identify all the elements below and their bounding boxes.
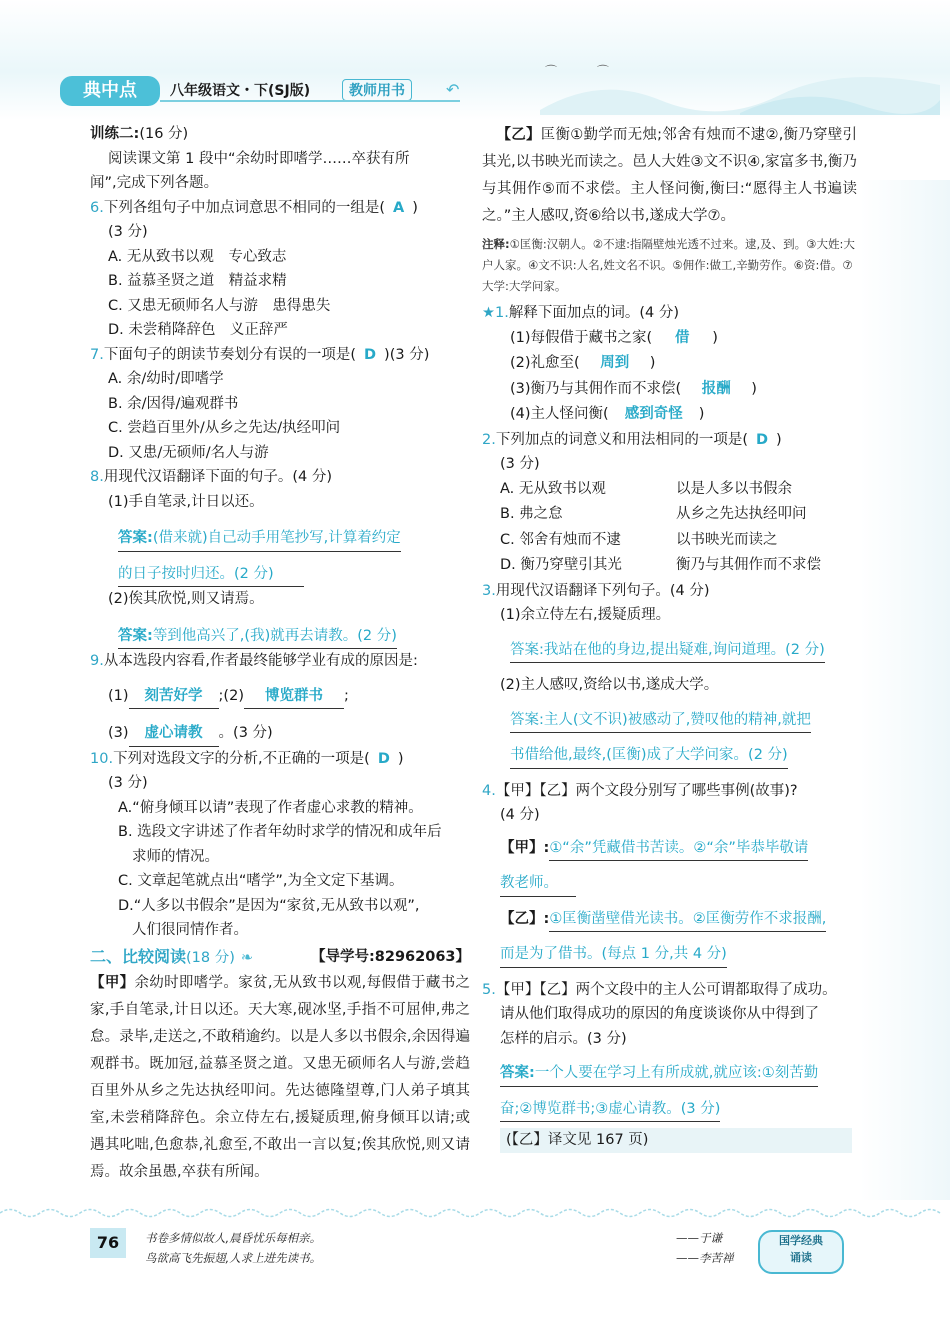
question-score: (3 分) xyxy=(500,456,540,472)
option: D. 又患/无硕师/名人与游 xyxy=(108,444,269,461)
q1-item: (2)礼愈至( 周到 ) xyxy=(510,355,656,371)
header-divider xyxy=(160,100,460,102)
answer-line: 【甲】:①“余”凭藏借书苦读。②“余”毕恭毕敬请 xyxy=(482,836,857,862)
sentence: (1)余立侍左右,援疑质理。 xyxy=(500,607,671,623)
question-text: 请从他们取得成功的原因的角度谈谈你从中得到了 xyxy=(500,1006,819,1022)
intro-line: 阅读课文第 1 段中“余幼时即嗜学……卒获有所 xyxy=(108,150,410,167)
birds-decoration: ⌒ ⌒ xyxy=(545,64,627,78)
right-column xyxy=(482,122,857,1153)
q1-item: (1)每假借于藏书之家( 借 ) xyxy=(510,329,718,346)
option: C. 文章起笔就点出“嗜学”,为全文定下基调。 xyxy=(118,873,404,889)
q2-row: D. 衡乃穿壁引其光 衡乃与其佣作而不求偿 xyxy=(500,557,821,573)
question-9: 9.从本选段内容看,作者最终能够学业有成的原因是: xyxy=(90,653,418,669)
q1-item: (3)衡乃与其佣作而不求偿( 报酬 ) xyxy=(510,380,757,397)
teacher-edition-tag: 教师用书 xyxy=(342,79,412,101)
q2-row: A. 无从致书以观 以是人多以书假余 xyxy=(500,480,792,497)
answer-line: 【乙】:①匡衡凿壁借光读书。②匡衡劳作不求报酬, xyxy=(482,907,857,933)
passage-jia: 【甲】余幼时即嗜学。家贫,无从致书以观,每假借于藏书之家,手自笔录,计日以还。天大寒,砚冰坚,手指不可屈伸,弗之怠。录毕,走送之,不敢稍逾约。以是人多以书假余,余因得遍观群书。既加冠,益慕圣贤之道。又患无硕师名人与游,尝趋百里外从乡之先达执经叩问。先达德隆望尊,门人弟子填其室,未尝稍降辞色。余立侍左右,援疑质理,俯身倾耳以请;或遇其叱咄,色愈恭,礼愈至,不敢出一言以复;俟其欣悦,则又请焉。故余虽愚,卒获有所闻。 xyxy=(90,975,471,1180)
option: B. 益慕圣贤之道 精益求精 xyxy=(108,273,287,289)
option: C. 尝趋百里外/从乡之先达/执经叩问 xyxy=(108,420,341,436)
train-score: (16 分) xyxy=(139,126,189,142)
q2-row: C. 邻舍有烛而不逮 以书映光而读之 xyxy=(500,531,778,548)
intro-line: 闻”,完成下列各题。 xyxy=(90,175,219,191)
star-icon: ★ xyxy=(482,305,495,321)
question-8: 8.用现代汉语翻译下面的句子。(4 分) xyxy=(90,469,332,485)
translation-note: (【乙】译文见 167 页) xyxy=(482,1128,857,1153)
classics-badge: 国学经典 诵读 xyxy=(758,1230,844,1274)
answer-choice: D xyxy=(756,431,769,448)
question-7: 7.下面句子的朗读节奏划分有误的一项是( D )(3 分) xyxy=(90,346,430,363)
question-score: (3 分) xyxy=(108,224,148,240)
train-title: 训练二: xyxy=(90,126,140,142)
sentence: (2)主人感叹,资给以书,遂成大学。 xyxy=(500,677,719,693)
answer-line: 答案:等到他高兴了,(我)就再去请教。(2 分) xyxy=(90,624,470,650)
q2-row: B. 弗之怠 从乡之先达执经叩问 xyxy=(500,506,807,522)
brand-logo: 典中点 xyxy=(60,76,160,106)
question-score: (3 分) xyxy=(108,775,148,791)
question-2: 2.下列加点的词意义和用法相同的一项是( D ) xyxy=(482,431,782,448)
option: A.“俯身倾耳以请”表现了作者虚心求教的精神。 xyxy=(118,799,423,816)
footer-quotes: 书卷多情似故人,晨昏忧乐每相亲。 鸟欲高飞先振翅,人求上进先读书。 xyxy=(145,1231,322,1265)
answer-choice: D xyxy=(377,750,390,767)
option: B. 选段文字讲述了作者年幼时求学的情况和成年后 xyxy=(118,824,442,840)
side-decoration xyxy=(860,180,950,1200)
book-grade: 八年级语文・下(SJ版) xyxy=(170,83,311,99)
guide-number: 【导学号:82962063】 xyxy=(310,948,470,965)
option: C. 又患无硕师名人与游 患得患失 xyxy=(108,297,331,314)
answer-line: 书借给他,最终,(匡衡)成了大学问家。(2 分) xyxy=(482,743,857,769)
left-column xyxy=(90,122,470,1186)
section-2-heading: 二、比较阅读(18 分) ❧ 【导学号:82962063】 xyxy=(90,945,470,971)
answer-line: 奋;②博览群书;③虚心请教。(3 分) xyxy=(482,1097,857,1123)
leaf-icon: ❧ xyxy=(240,949,254,966)
question-text: 怎样的启示。(3 分) xyxy=(500,1030,627,1047)
answer-line: 答案:主人(文不识)被感动了,赞叹他的精神,就把 xyxy=(482,708,857,734)
annotations: 注释:①匡衡:汉朝人。②不逮:指隔壁烛光透不过来。逮,及、到。③大姓:大户人家。④文不识:人名,姓文名不识。⑤佣作:做工,辛勤劳作。⑥资:借。⑦大学:大学问家。 xyxy=(482,237,855,293)
sentence: (1)手自笔录,计日以还。 xyxy=(108,493,264,510)
wave-divider xyxy=(0,1206,950,1220)
question-4: 4.【甲】【乙】两个文段分别写了哪些事例(故事)? xyxy=(482,782,798,799)
page-header xyxy=(0,0,950,120)
question-1: ★1.解释下面加点的词。(4 分) xyxy=(482,305,679,321)
question-10: 10.下列对选段文字的分析,不正确的一项是( D ) xyxy=(90,750,404,767)
option: B. 余/因得/遍观群书 xyxy=(108,395,239,412)
answer-line: 的日子按时归还。(2 分) xyxy=(90,562,470,588)
answer-line: 答案:一个人要在学习上有所成就,就应该:①刻苦勤 xyxy=(482,1061,857,1087)
answer-choice: A xyxy=(393,199,405,216)
option: 人们很同情作者。 xyxy=(132,922,248,938)
question-3: 3.用现代汉语翻译下列句子。(4 分) xyxy=(482,582,710,599)
passage-yi: 【乙】匡衡①勤学而无烛;邻舍有烛而不逮②,衡乃穿壁引其光,以书映光而读之。邑人大姓③文不识④,家富多书,衡乃与其佣作⑤而不求偿。主人怪问衡,衡曰:“愿得主人书遍读之。”主人感叹,资⑥给以书,遂成大学⑦。 xyxy=(482,127,858,224)
question-5: 5.【甲】【乙】两个文段中的主人公可谓都取得了成功。 xyxy=(482,981,837,998)
option: A. 无从致书以观 专心致志 xyxy=(108,248,287,265)
answer-line: 而是为了借书。(每点 1 分,共 4 分) xyxy=(482,942,857,968)
undo-arrow-icon: ↶ xyxy=(446,80,460,99)
sentence: (2)俟其欣悦,则又请焉。 xyxy=(108,591,264,607)
answer-line: 答案:(借来就)自己动手用笔抄写,计算着约定 xyxy=(90,526,470,552)
answer-line: 答案:我站在他的身边,提出疑难,询问道理。(2 分) xyxy=(482,638,857,664)
option: A. 余/幼时/即嗜学 xyxy=(108,371,224,387)
answer-line: 教老师。 xyxy=(482,871,857,897)
option: D.“人多以书假余”是因为“家贫,无从致书以观”, xyxy=(118,897,420,914)
option: 求师的情况。 xyxy=(132,848,219,865)
blanks-row: (1) 刻苦好学 ;(2) 博览群书 ; xyxy=(90,684,470,710)
blanks-row: (3) 虚心请教 。(3 分) xyxy=(90,721,470,747)
question-6: 6.下列各组句子中加点词意思不相同的一组是( A ) xyxy=(90,199,418,216)
answer-choice: D xyxy=(364,346,377,363)
question-score: (4 分) xyxy=(500,807,540,823)
option: D. 未尝稍降辞色 义正辞严 xyxy=(108,322,288,338)
q1-item: (4)主人怪问衡( 感到奇怪 ) xyxy=(510,406,705,422)
footer-authors: ——于谦 ——李苦禅 xyxy=(676,1231,734,1265)
page-number: 76 xyxy=(90,1228,126,1258)
